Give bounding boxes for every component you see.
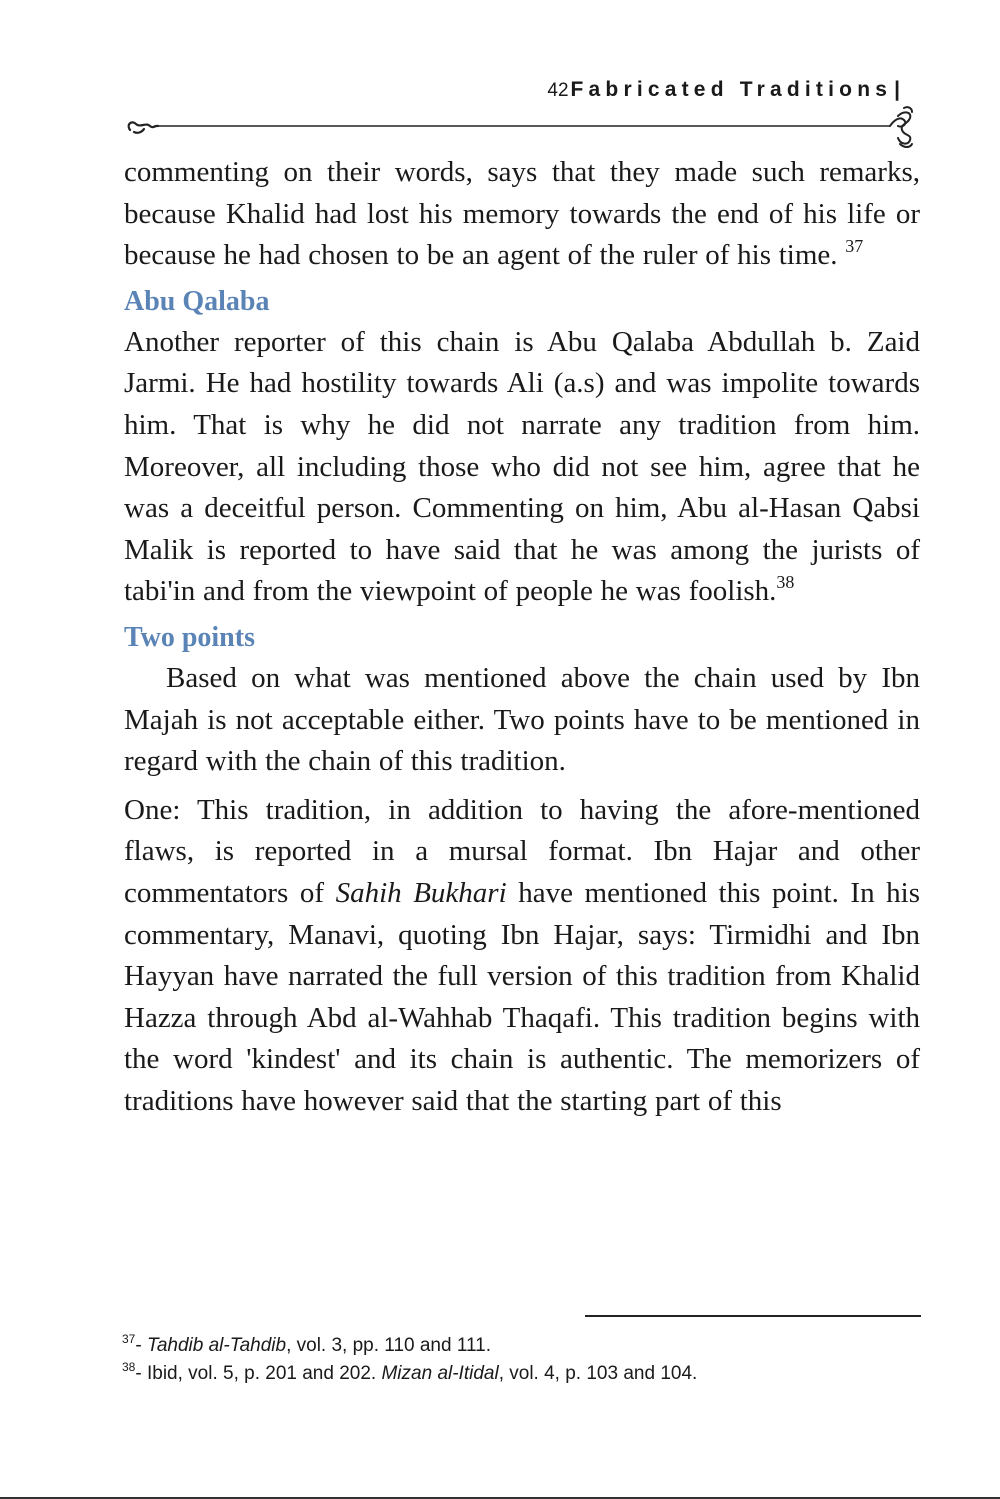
- paragraph: commenting on their words, says that they made such remarks, because Khalid had lost his memory towards the end of his life or because he had chosen to be an agent of the ruler of his time. $^{37}$: [124, 156, 920, 272]
- section-heading: Two points: [124, 621, 255, 653]
- paragraph: One: This tradition, in addition to having the afore-mentioned flaws, is reported in a mursal format. Ibn Hajar and other commentators of Sahih Bukhari have mentioned this point. In his commentary, Manavi, quoting Ibn Hajar, says: Tirmidhi and Ibn Hayyan have narrated the full version of this tradition from Khalid Hazza through Abd al-Wahhab Thaqafi. This tradition begins with the word 'kindest' and its chain is authentic. The memorizers of traditions have however said that the starting part of this: [124, 793, 920, 1117]
- book-title: Sahih Bukhari: [335, 876, 507, 909]
- footnote-number: 38: [122, 1359, 136, 1374]
- footnote-reference[interactable]: 38: [776, 571, 795, 592]
- footnote-separator: [585, 1315, 921, 1317]
- flourish-icon: [129, 122, 158, 132]
- book-title: Mizan al-Itidal: [381, 1363, 499, 1384]
- footnote: $^{38}$- Ibid, vol. 5, p. 201 and 202. Mizan al-Itidal, vol. 4, p. 103 and 104.: [122, 1359, 698, 1384]
- page-number: 42: [547, 80, 569, 101]
- header-rule: [120, 104, 920, 154]
- running-title: Fabricated Traditions: [570, 78, 893, 101]
- book-title: Tahdib al-Tahdib: [146, 1335, 287, 1356]
- header-separator: |: [894, 78, 900, 101]
- flourish-icon: [890, 107, 912, 147]
- paragraph: Based on what was mentioned above the chain used by Ibn Majah is not acceptable either. Two points have to be mentioned in regard with the chain of this tradition.: [124, 661, 920, 778]
- footnote-number: 37: [122, 1331, 136, 1346]
- paragraph: Another reporter of this chain is Abu Qalaba Abdullah b. Zaid Jarmi. He had hostility towards Ali (a.s) and was impolite towards him. That is why he did not narrate any tradition from him. Moreover, all including those who did not see him, agree that he was a deceitful person. Commenting on him, Abu al-Hasan Qabsi Malik is reported to have said that he was among the jurists of tabi'in and from the viewpoint of people he was foolish.$^{38}$: [124, 325, 920, 608]
- running-header: [122, 78, 900, 102]
- footnote: $^{37}$- Tahdib al-Tahdib, vol. 3, pp. 110 and 111.: [122, 1331, 492, 1356]
- page-body: [124, 152, 920, 1122]
- footnotes: [122, 1332, 942, 1388]
- section-heading: Abu Qalaba: [124, 285, 270, 317]
- footnote-reference[interactable]: 37: [845, 235, 864, 256]
